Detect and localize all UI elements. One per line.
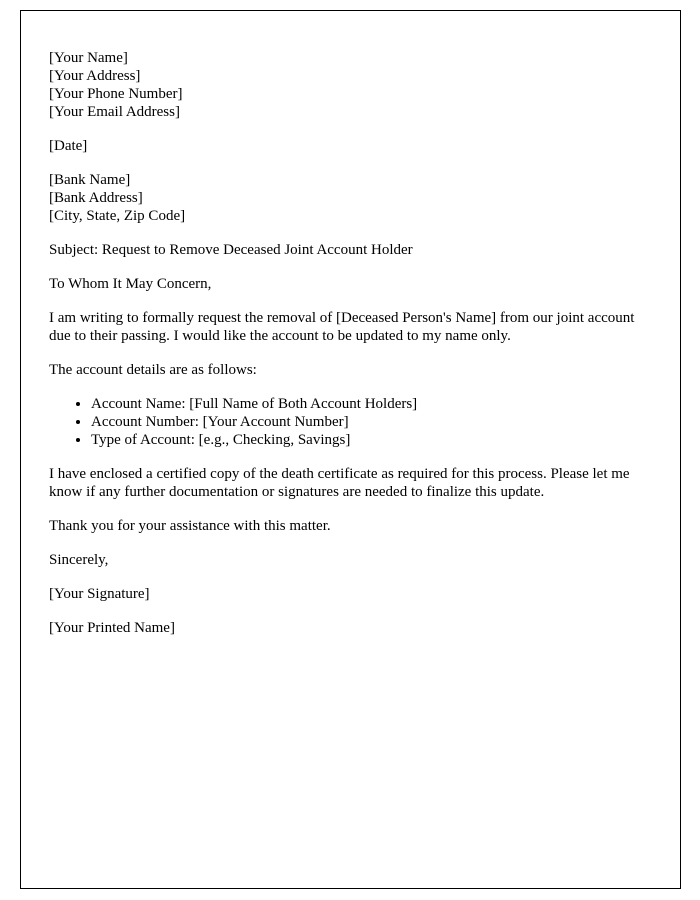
paragraph-request: I am writing to formally request the removal of [Deceased Person's Name] from our joint account due to their passing. I would like the account to be updated to my name only. — [49, 310, 635, 344]
details-intro: The account details are as follows: — [49, 362, 257, 378]
sender-email: [Your Email Address] — [49, 104, 180, 120]
paragraph-enclosure: I have enclosed a certified copy of the death certificate as required for this process. Please let me know if any further documentation or signatures are needed to finalize this update. — [49, 466, 630, 500]
date-block — [49, 137, 652, 155]
subject-line: Subject: Request to Remove Deceased Joint Account Holder — [49, 242, 413, 258]
recipient-city-state-zip: [City, State, Zip Code] — [49, 208, 186, 224]
letter-page — [20, 10, 681, 889]
recipient-bank-address: [Bank Address] — [49, 190, 143, 206]
thanks-line: Thank you for your assistance with this matter. — [49, 518, 331, 534]
sender-block — [49, 49, 652, 121]
recipient-block — [49, 171, 652, 225]
sender-phone: [Your Phone Number] — [49, 86, 183, 102]
signature-line: [Your Signature] — [49, 586, 150, 602]
sender-address: [Your Address] — [49, 68, 141, 84]
closing-line: Sincerely, — [49, 552, 109, 568]
detail-account-type: • Type of Account: [e.g., Checking, Savings] — [91, 431, 652, 449]
salutation: To Whom It May Concern, — [49, 276, 212, 292]
sender-name: [Your Name] — [49, 50, 128, 66]
account-details-list — [49, 395, 652, 449]
printed-name-line: [Your Printed Name] — [49, 620, 175, 636]
detail-account-number: • Account Number: [Your Account Number] — [91, 413, 652, 431]
detail-account-name: • Account Name: [Full Name of Both Account Holders] — [91, 395, 652, 413]
recipient-bank-name: [Bank Name] — [49, 172, 131, 188]
date-line: [Date] — [49, 138, 88, 154]
